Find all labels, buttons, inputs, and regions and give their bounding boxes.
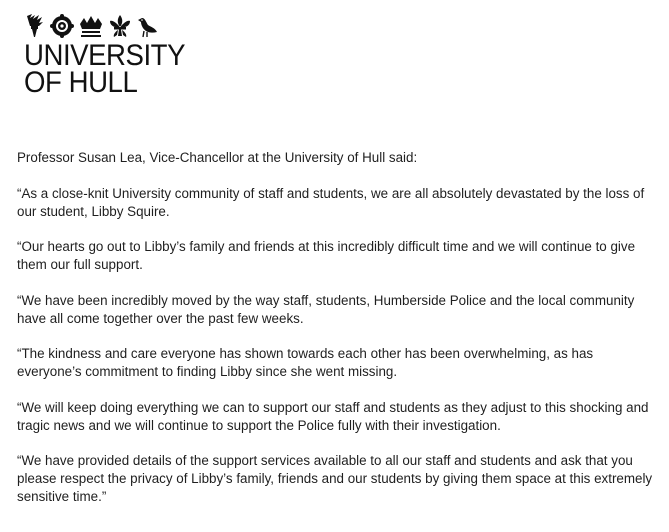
statement-paragraph: “The kindness and care everyone has shown towards each other has been overwhelming, as has everyone’s commitment to finding Libby since she went missing. xyxy=(17,346,594,379)
wordmark-line-2: OF HULL xyxy=(24,66,138,99)
crown-icon xyxy=(78,14,104,38)
statement-paragraph: “We have been incredibly moved by the way staff, students, Humberside Police and the local community have all come together over the past few weeks. xyxy=(17,292,635,326)
rose-icon xyxy=(50,14,74,38)
statement-body xyxy=(17,149,657,524)
flame-icon xyxy=(24,14,46,38)
statement-paragraph: “We will keep doing everything we can to support our staff and students as they adjust to this shocking and tragic news and we will continue to support the Police fully with their investigation. xyxy=(17,399,649,433)
statement-paragraph: “As a close-knit University community of staff and students, we are all absolutely devastated by the loss of our student, Libby Squire. xyxy=(17,185,645,219)
fleur-de-lis-icon xyxy=(108,14,132,38)
university-logo xyxy=(24,12,224,104)
wordmark-line-1: UNIVERSITY xyxy=(24,39,186,72)
crest-row xyxy=(24,12,224,38)
wordmark xyxy=(24,39,208,99)
statement-intro: Professor Susan Lea, Vice-Chancellor at the University of Hull said: xyxy=(17,150,418,165)
statement-paragraph: “We have provided details of the support services available to all our staff and students and ask that you please respect the privacy of Libby’s family, friends and our students by giving them space at this extremely sensitive time.” xyxy=(17,453,653,504)
bird-icon xyxy=(136,14,158,38)
statement-paragraph: “Our hearts go out to Libby’s family and friends at this incredibly difficult time and we will continue to give them our full support. xyxy=(17,239,636,272)
